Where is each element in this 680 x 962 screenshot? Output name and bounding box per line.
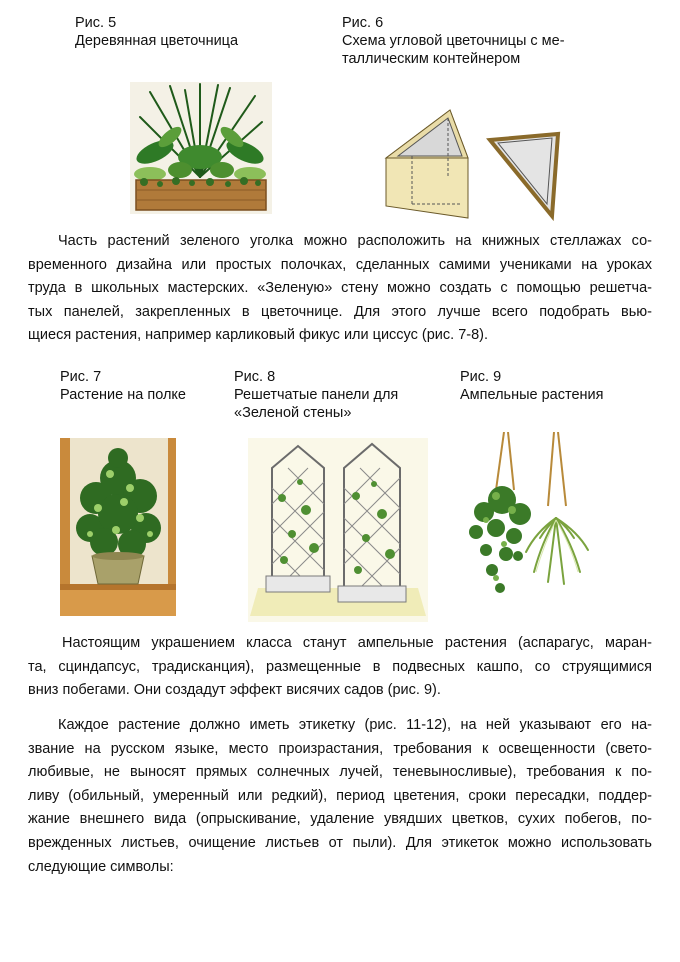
- fig5-title: Деревянная цветочница: [75, 33, 239, 49]
- paragraph-1-line: Часть растений зеленого уголка можно расположить на книжных стеллажах со-: [58, 233, 652, 249]
- fig9-caption: [460, 368, 604, 404]
- paragraph-2-line: та, сциндапсус, традисканция), размещенные в подвесных кашпо, со струящимися: [28, 658, 652, 675]
- paragraph-2-line: вниз побегами. Они создадут эффект висячих садов (рис. 9).: [28, 682, 441, 699]
- fig9-title: Ампельные растения: [460, 387, 604, 403]
- paragraph-3-line: врежденных листьев, очищение листьев от пыли). Для этикеток можно использовать: [28, 834, 652, 851]
- fig8-lattice-panels-image: [248, 438, 428, 622]
- fig6-corner-planter-scheme: [382, 100, 568, 222]
- paragraph-1-line: щиеся растения, например карликовый фикус или циссус (рис. 7-8).: [28, 327, 489, 344]
- fig7-caption: [60, 368, 186, 404]
- fig8-title-line2: «Зеленой стены»: [234, 405, 352, 421]
- paragraph-3-line: Каждое растение должно иметь этикетку (рис. 11-12), на ней указывают его на-: [58, 717, 652, 733]
- fig6-caption: [342, 14, 565, 68]
- paragraph-1: [28, 230, 652, 348]
- paragraph-3: [28, 714, 652, 879]
- paragraph-3-line: ливу (обильный, умеренный или редкий), период цветения, сроки пересадки, поддер-: [28, 787, 652, 804]
- fig8-number: Рис. 8: [234, 369, 276, 385]
- fig5-number: Рис. 5: [75, 15, 117, 31]
- fig7-plant-on-shelf-image: [60, 438, 176, 616]
- paragraph-1-line: временного дизайна или простых полочках, сделанных самими учениками на уроках: [28, 256, 652, 273]
- fig5-caption: [75, 14, 238, 50]
- paragraph-3-line: следующие символы:: [28, 858, 174, 875]
- paragraph-2-line: Настоящим украшением класса станут ампельные растения (аспарагус, маран-: [62, 635, 652, 651]
- fig7-title: Растение на полке: [60, 387, 186, 403]
- paragraph-3-line: жание внешнего вида (опрыскивание, удаление увядших цветков, сухих побегов, по-: [28, 811, 652, 828]
- fig6-title-line2: таллическим контейнером: [342, 51, 521, 67]
- fig9-number: Рис. 9: [460, 369, 502, 385]
- fig8-caption: [234, 368, 398, 422]
- fig6-title-line1: Схема угловой цветочницы с ме-: [342, 33, 565, 49]
- fig6-number: Рис. 6: [342, 15, 384, 31]
- fig7-number: Рис. 7: [60, 369, 102, 385]
- fig9-hanging-plants-image: [456, 432, 596, 622]
- paragraph-1-line: тых панелей, закрепленных в цветочнице. Для этого лучше всего подобрать вью-: [28, 303, 652, 320]
- paragraph-2: [28, 632, 652, 703]
- fig5-wooden-planter-image: [130, 82, 272, 214]
- fig8-title-line1: Решетчатые панели для: [234, 387, 399, 403]
- paragraph-3-line: любивые, не выносят прямых солнечных лучей, теневыносливые), требования к по-: [28, 764, 652, 781]
- paragraph-3-line: звание на русском языке, место произрастания, требования к освещенности (свето-: [28, 740, 652, 757]
- paragraph-1-line: труда в школьных мастерских. «Зеленую» стену можно создать с помощью решетча-: [28, 280, 652, 297]
